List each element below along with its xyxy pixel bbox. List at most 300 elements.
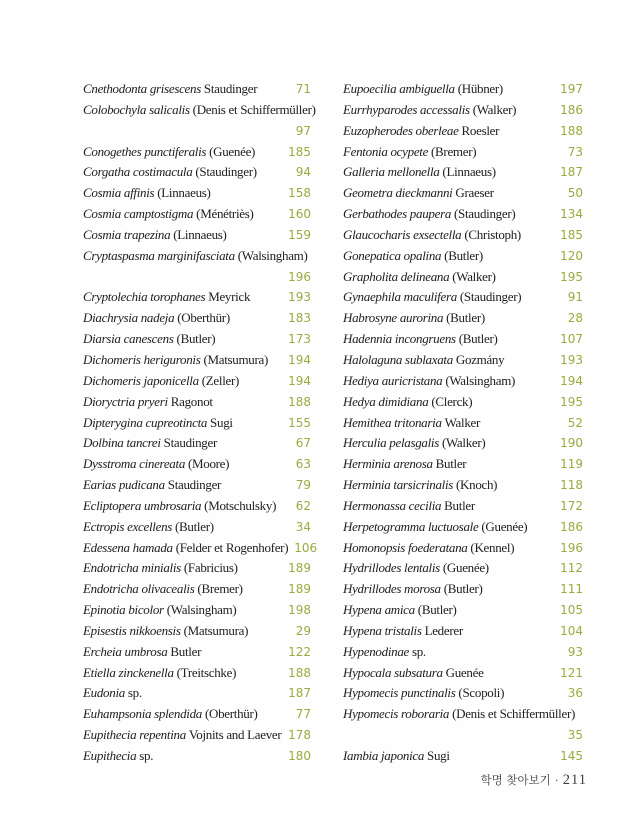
species-name: Gynaephila maculifera xyxy=(343,289,457,305)
entry-name xyxy=(83,392,213,413)
entry-name xyxy=(83,663,236,684)
page-ref: 106 xyxy=(294,540,318,555)
species-name: Diarsia canescens xyxy=(83,331,174,347)
page-ref: 93 xyxy=(567,644,583,659)
author-name: sp. xyxy=(136,748,154,763)
species-name: Hydrillodes lentalis xyxy=(343,560,440,576)
index-entry xyxy=(83,725,311,746)
entry-name xyxy=(343,267,496,288)
species-name: Hedya dimidiana xyxy=(343,393,429,409)
entry-name xyxy=(83,538,288,559)
page-ref: 145 xyxy=(560,749,583,763)
species-name: Gonepatica opalina xyxy=(343,247,442,263)
page-ref: 160 xyxy=(288,207,311,222)
entry-name xyxy=(83,246,308,267)
entry-name xyxy=(343,621,463,642)
entry-name xyxy=(83,454,229,475)
index-entry xyxy=(83,579,311,600)
author-name: (Butler) xyxy=(455,331,498,347)
footer-section-label: 학명 찾아보기 xyxy=(480,773,551,787)
page-ref: 77 xyxy=(295,707,311,722)
entry-name xyxy=(343,287,521,308)
author-name: (Walker) xyxy=(439,435,486,451)
index-entry xyxy=(83,746,311,767)
index-entry xyxy=(343,121,583,142)
index-entry xyxy=(83,287,311,308)
entry-name xyxy=(343,663,484,684)
species-name: Dichomeris japonicella xyxy=(83,372,199,388)
species-name: Grapholita delineana xyxy=(343,268,450,284)
page-ref: 194 xyxy=(560,373,583,388)
index-entry xyxy=(343,621,583,642)
author-name: (Walsingham) xyxy=(163,602,237,618)
entry-name xyxy=(83,413,233,434)
page-ref: 121 xyxy=(560,665,583,680)
index-entry xyxy=(83,100,316,121)
entry-name xyxy=(343,225,521,246)
page-ref: 29 xyxy=(295,623,311,638)
entry-name xyxy=(343,100,516,121)
author-name: (Kennel) xyxy=(467,539,515,555)
entry-name xyxy=(83,433,217,454)
species-name: Gerbathodes paupera xyxy=(343,206,452,222)
page-ref: 118 xyxy=(560,478,583,493)
author-name: Roesler xyxy=(458,122,500,138)
page-ref: 36 xyxy=(567,686,583,701)
page-ref: 67 xyxy=(295,436,311,451)
page-ref: 94 xyxy=(295,165,311,180)
entry-name xyxy=(83,746,153,767)
index-entry xyxy=(83,621,311,642)
entry-name xyxy=(83,79,257,100)
author-name: (Treitschke) xyxy=(173,664,237,680)
species-name: Dysstroma cinereata xyxy=(83,456,186,472)
entry-name xyxy=(83,683,142,704)
page-ref: 35 xyxy=(567,728,583,743)
species-name: Habrosyne aurorina xyxy=(343,310,444,326)
page-ref: 34 xyxy=(295,519,311,534)
species-name: Corgatha costimacula xyxy=(83,164,193,180)
index-entry xyxy=(343,267,583,288)
author-name: (Christoph) xyxy=(461,226,521,242)
species-name: Euhampsonia splendida xyxy=(83,706,203,722)
entry-name xyxy=(83,308,230,329)
species-name: Cryptolechia torophanes xyxy=(83,289,206,305)
page-ref: 188 xyxy=(560,123,583,138)
page-ref: 186 xyxy=(560,519,583,534)
index-entry xyxy=(343,392,583,413)
index-entry xyxy=(343,538,583,559)
page-ref: 187 xyxy=(560,165,583,180)
index-entry xyxy=(343,600,583,621)
index-entry xyxy=(83,79,311,100)
page-ref: 122 xyxy=(288,644,311,659)
entry-name xyxy=(343,475,497,496)
entry-name xyxy=(343,496,475,517)
index-entry xyxy=(83,392,311,413)
author-name: (Denis et Schiffermüller) xyxy=(449,706,576,722)
species-name: Eupoecilia ambiguella xyxy=(343,81,455,96)
page-ref: 172 xyxy=(560,498,583,513)
author-name: Butler xyxy=(432,456,467,472)
species-name: Hypena amica xyxy=(343,602,415,618)
entry-name xyxy=(83,162,257,183)
author-name: (Zeller) xyxy=(198,372,240,388)
author-name: Sugi xyxy=(424,748,450,763)
author-name: (Butler) xyxy=(173,331,216,347)
entry-name xyxy=(343,79,503,100)
author-name: Vojnits and Laever xyxy=(185,727,282,743)
page-ref: 187 xyxy=(288,686,311,701)
species-name: Hypomecis punctinalis xyxy=(343,685,456,701)
entry-name xyxy=(343,642,426,663)
entry-name xyxy=(83,475,221,496)
entry-name xyxy=(343,579,482,600)
author-name: (Butler) xyxy=(440,581,483,597)
entry-name xyxy=(343,413,480,434)
species-name: Eupithecia xyxy=(83,748,137,763)
index-entry xyxy=(343,100,583,121)
species-name: Fentonia ocypete xyxy=(343,143,429,159)
page-ref: 194 xyxy=(288,373,311,388)
entry-name xyxy=(83,183,211,204)
author-name: (Ménétriès) xyxy=(193,206,254,222)
page-ref: 189 xyxy=(288,561,311,576)
index-entry xyxy=(343,225,583,246)
page-ref: 79 xyxy=(295,478,311,493)
author-name: (Walsingham) xyxy=(234,247,308,263)
index-entry xyxy=(343,496,583,517)
index-entry-page-line xyxy=(83,121,311,142)
entry-name xyxy=(343,246,483,267)
entry-name xyxy=(343,558,489,579)
entry-name xyxy=(343,162,496,183)
species-name: Cosmia camptostigma xyxy=(83,206,194,222)
entry-name xyxy=(343,517,527,538)
author-name: (Scopoli) xyxy=(455,685,505,701)
index-entry xyxy=(83,683,311,704)
page-ref: 105 xyxy=(560,603,583,618)
author-name: (Bremer) xyxy=(428,143,477,159)
page-ref: 196 xyxy=(288,269,311,284)
entry-name xyxy=(343,350,504,371)
author-name: (Butler) xyxy=(172,518,214,534)
entry-name xyxy=(343,204,515,225)
entry-name xyxy=(343,142,476,163)
index-entry xyxy=(343,579,583,600)
index-entry xyxy=(83,350,311,371)
entry-name xyxy=(83,287,250,308)
index-entry xyxy=(83,246,311,267)
index-entry xyxy=(343,350,583,371)
species-name: Cosmia affinis xyxy=(83,185,155,201)
species-name: Episestis nikkoensis xyxy=(83,622,181,638)
index-entry xyxy=(83,642,311,663)
species-name: Endotricha olivacealis xyxy=(83,581,195,597)
species-name: Galleria mellonella xyxy=(343,164,440,180)
index-entry xyxy=(343,287,583,308)
author-name: (Walker) xyxy=(469,101,517,117)
index-entry xyxy=(83,538,318,559)
author-name: (Matsumura) xyxy=(180,622,249,638)
index-entry xyxy=(83,329,311,350)
author-name: sp. xyxy=(409,643,426,659)
page-ref: 91 xyxy=(567,290,583,305)
species-name: Hermonassa cecilia xyxy=(343,497,442,513)
entry-name xyxy=(83,579,243,600)
entry-name xyxy=(83,496,276,517)
author-name: Meyrick xyxy=(205,289,251,305)
index-entry xyxy=(83,162,311,183)
author-name: Staudinger xyxy=(164,477,222,493)
species-name: Cosmia trapezina xyxy=(83,226,171,242)
index-entry xyxy=(343,162,583,183)
page-ref: 195 xyxy=(560,269,583,284)
index-entry xyxy=(83,704,311,725)
page-ref: 28 xyxy=(567,311,583,326)
author-name: (Matsumura) xyxy=(200,351,269,367)
page-footer xyxy=(0,770,587,790)
index-column-left xyxy=(83,79,318,767)
index-entry xyxy=(343,683,583,704)
species-name: Hypenodinae xyxy=(343,643,410,659)
page-ref: 196 xyxy=(560,540,583,555)
index-entry xyxy=(83,371,311,392)
species-name: Geometra dieckmanni xyxy=(343,185,453,201)
page-ref: 195 xyxy=(560,394,583,409)
page-ref: 185 xyxy=(560,227,583,242)
species-name: Diachrysia nadeja xyxy=(83,310,175,326)
index-entry xyxy=(83,308,311,329)
species-name: Homonopsis foederatana xyxy=(343,539,468,555)
species-name: Hypena tristalis xyxy=(343,622,422,638)
page-ref: 159 xyxy=(288,227,311,242)
author-name: (Fabricius) xyxy=(180,560,238,576)
index-entry xyxy=(343,413,583,434)
author-name: Gozmány xyxy=(452,351,505,367)
species-name: Herculia pelasgalis xyxy=(343,435,440,451)
entry-name xyxy=(83,704,258,725)
author-name: (Linnaeus) xyxy=(154,185,211,201)
index-entry xyxy=(343,746,583,767)
author-name: Ragonot xyxy=(167,393,213,409)
entry-name xyxy=(343,600,457,621)
index-entry xyxy=(343,329,583,350)
page-ref: 50 xyxy=(567,186,583,201)
page-ref: 155 xyxy=(288,415,311,430)
author-name: (Butler) xyxy=(441,247,483,263)
page-ref: 190 xyxy=(560,436,583,451)
species-name: Ectropis excellens xyxy=(83,518,173,534)
author-name: (Hübner) xyxy=(454,81,503,96)
index-entry-page-line xyxy=(343,725,583,746)
page-ref: 62 xyxy=(295,498,311,513)
page-ref: 52 xyxy=(567,415,583,430)
page-ref: 188 xyxy=(288,665,311,680)
index-entry xyxy=(343,454,583,475)
page-ref: 97 xyxy=(295,123,311,138)
author-name: (Guenée) xyxy=(439,560,489,576)
index-entry xyxy=(83,183,311,204)
author-name: (Guenée) xyxy=(206,143,256,159)
species-name: Hadennia incongruens xyxy=(343,331,456,347)
index-entry xyxy=(343,246,583,267)
footer-page-number: 211 xyxy=(562,772,587,788)
entry-name xyxy=(343,121,499,142)
page-ref: 111 xyxy=(560,582,583,597)
page-ref: 73 xyxy=(567,144,583,159)
index-entry xyxy=(343,517,583,538)
species-name: Dioryctria pryeri xyxy=(83,393,168,409)
index-entry xyxy=(343,371,583,392)
author-name: (Moore) xyxy=(185,456,230,472)
page-ref: 112 xyxy=(560,561,583,576)
entry-name xyxy=(83,621,248,642)
entry-name xyxy=(83,371,239,392)
species-name: Eurrhyparodes accessalis xyxy=(343,101,470,117)
author-name: Guenée xyxy=(442,664,484,680)
species-name: Eupithecia repentina xyxy=(83,727,186,743)
species-name: Hediya auricristana xyxy=(343,372,443,388)
species-name: Etiella zinckenella xyxy=(83,664,174,680)
species-name: Dipterygina cupreotincta xyxy=(83,414,208,430)
species-name: Dolbina tancrei xyxy=(83,435,161,451)
author-name: (Clerck) xyxy=(428,393,473,409)
species-name: Conogethes punctiferalis xyxy=(83,143,207,159)
page-ref: 119 xyxy=(560,457,583,472)
entry-name xyxy=(343,371,515,392)
species-name: Herpetogramma luctuosale xyxy=(343,518,479,534)
species-name: Hemithea tritonaria xyxy=(343,414,442,430)
page-ref: 194 xyxy=(288,352,311,367)
author-name: (Guenée) xyxy=(478,518,528,534)
page-ref: 197 xyxy=(560,82,583,96)
index-entry xyxy=(83,225,311,246)
author-name: Lederer xyxy=(421,622,463,638)
index-entry xyxy=(343,308,583,329)
author-name: Graeser xyxy=(452,185,494,201)
author-name: (Oberthür) xyxy=(174,310,230,326)
page-ref: 158 xyxy=(288,186,311,201)
page-ref: 180 xyxy=(288,749,311,763)
page-ref: 183 xyxy=(288,311,311,326)
author-name: (Staudinger) xyxy=(192,164,257,180)
page-ref: 198 xyxy=(288,603,311,618)
page-ref: 104 xyxy=(560,623,583,638)
page-ref: 120 xyxy=(560,248,583,263)
author-name: Staudinger xyxy=(200,81,258,96)
index-entry xyxy=(83,663,311,684)
species-name: Edessena hamada xyxy=(83,539,173,555)
entry-name xyxy=(83,225,227,246)
entry-name xyxy=(83,517,214,538)
index-entry xyxy=(343,79,583,100)
index-entry xyxy=(343,663,583,684)
entry-name xyxy=(83,100,316,121)
author-name: Sugi xyxy=(207,414,233,430)
index-entry xyxy=(343,204,583,225)
author-name: sp. xyxy=(124,685,142,701)
entry-name xyxy=(343,746,450,767)
species-name: Herminia tarsicrinalis xyxy=(343,477,454,493)
index-entry xyxy=(83,496,311,517)
entry-name xyxy=(343,454,466,475)
index-entry xyxy=(343,183,583,204)
author-name: (Walsingham) xyxy=(442,372,516,388)
index-entry xyxy=(83,413,311,434)
species-name: Colobochyla salicalis xyxy=(83,101,190,117)
species-name: Dichomeris heriguronis xyxy=(83,351,201,367)
author-name: (Butler) xyxy=(443,310,485,326)
author-name: (Motschulsky) xyxy=(201,497,277,513)
index-entry xyxy=(83,600,311,621)
index-entry xyxy=(83,454,311,475)
entry-name xyxy=(83,329,215,350)
author-name: (Linnaeus) xyxy=(439,164,496,180)
page-ref: 193 xyxy=(560,352,583,367)
index-entry xyxy=(343,558,583,579)
entry-name xyxy=(343,308,485,329)
author-name: (Denis et Schiffermüller) xyxy=(189,101,316,117)
entry-name xyxy=(343,683,504,704)
page-ref: 186 xyxy=(560,102,583,117)
page-ref: 134 xyxy=(560,207,583,222)
author-name: (Walker) xyxy=(449,268,496,284)
author-name: (Felder et Rogenhofer) xyxy=(172,539,289,555)
species-name: Cryptaspasma marginifasciata xyxy=(83,247,235,263)
page-ref: 173 xyxy=(288,332,311,347)
index-entry xyxy=(343,475,583,496)
entry-name xyxy=(343,329,498,350)
entry-name xyxy=(343,392,472,413)
species-name: Eudonia xyxy=(83,685,125,701)
index-entry xyxy=(343,433,583,454)
author-name: Butler xyxy=(167,643,202,659)
index-entry xyxy=(343,142,583,163)
index-entry-page-line xyxy=(83,267,311,288)
species-name: Hydrillodes morosa xyxy=(343,581,441,597)
page-ref: 63 xyxy=(295,457,311,472)
index-column-right xyxy=(343,79,583,767)
species-name: Glaucocharis exsectella xyxy=(343,226,462,242)
species-name: Hypocala subsatura xyxy=(343,664,443,680)
species-name: Euzopherodes oberleae xyxy=(343,122,459,138)
index-entry xyxy=(83,204,311,225)
index-entry xyxy=(343,704,583,725)
author-name: (Oberthür) xyxy=(202,706,258,722)
entry-name xyxy=(343,183,494,204)
author-name: Walker xyxy=(441,414,481,430)
author-name: (Bremer) xyxy=(194,581,243,597)
species-name: Halolaguna sublaxata xyxy=(343,351,453,367)
entry-name xyxy=(343,433,485,454)
page-ref: 178 xyxy=(288,728,311,743)
author-name: Butler xyxy=(441,497,475,513)
entry-name xyxy=(343,704,575,725)
index-entry xyxy=(83,142,311,163)
entry-name xyxy=(343,538,514,559)
species-name: Iambia japonica xyxy=(343,748,425,763)
species-name: Ecliptopera umbrosaria xyxy=(83,497,202,513)
species-name: Cnethodonta grisescens xyxy=(83,81,201,96)
species-name: Epinotia bicolor xyxy=(83,602,164,618)
index-entry xyxy=(83,475,311,496)
entry-name xyxy=(83,204,254,225)
page-ref: 189 xyxy=(288,582,311,597)
species-name: Endotricha minialis xyxy=(83,560,181,576)
entry-name xyxy=(83,142,255,163)
species-name: Ercheia umbrosa xyxy=(83,643,168,659)
